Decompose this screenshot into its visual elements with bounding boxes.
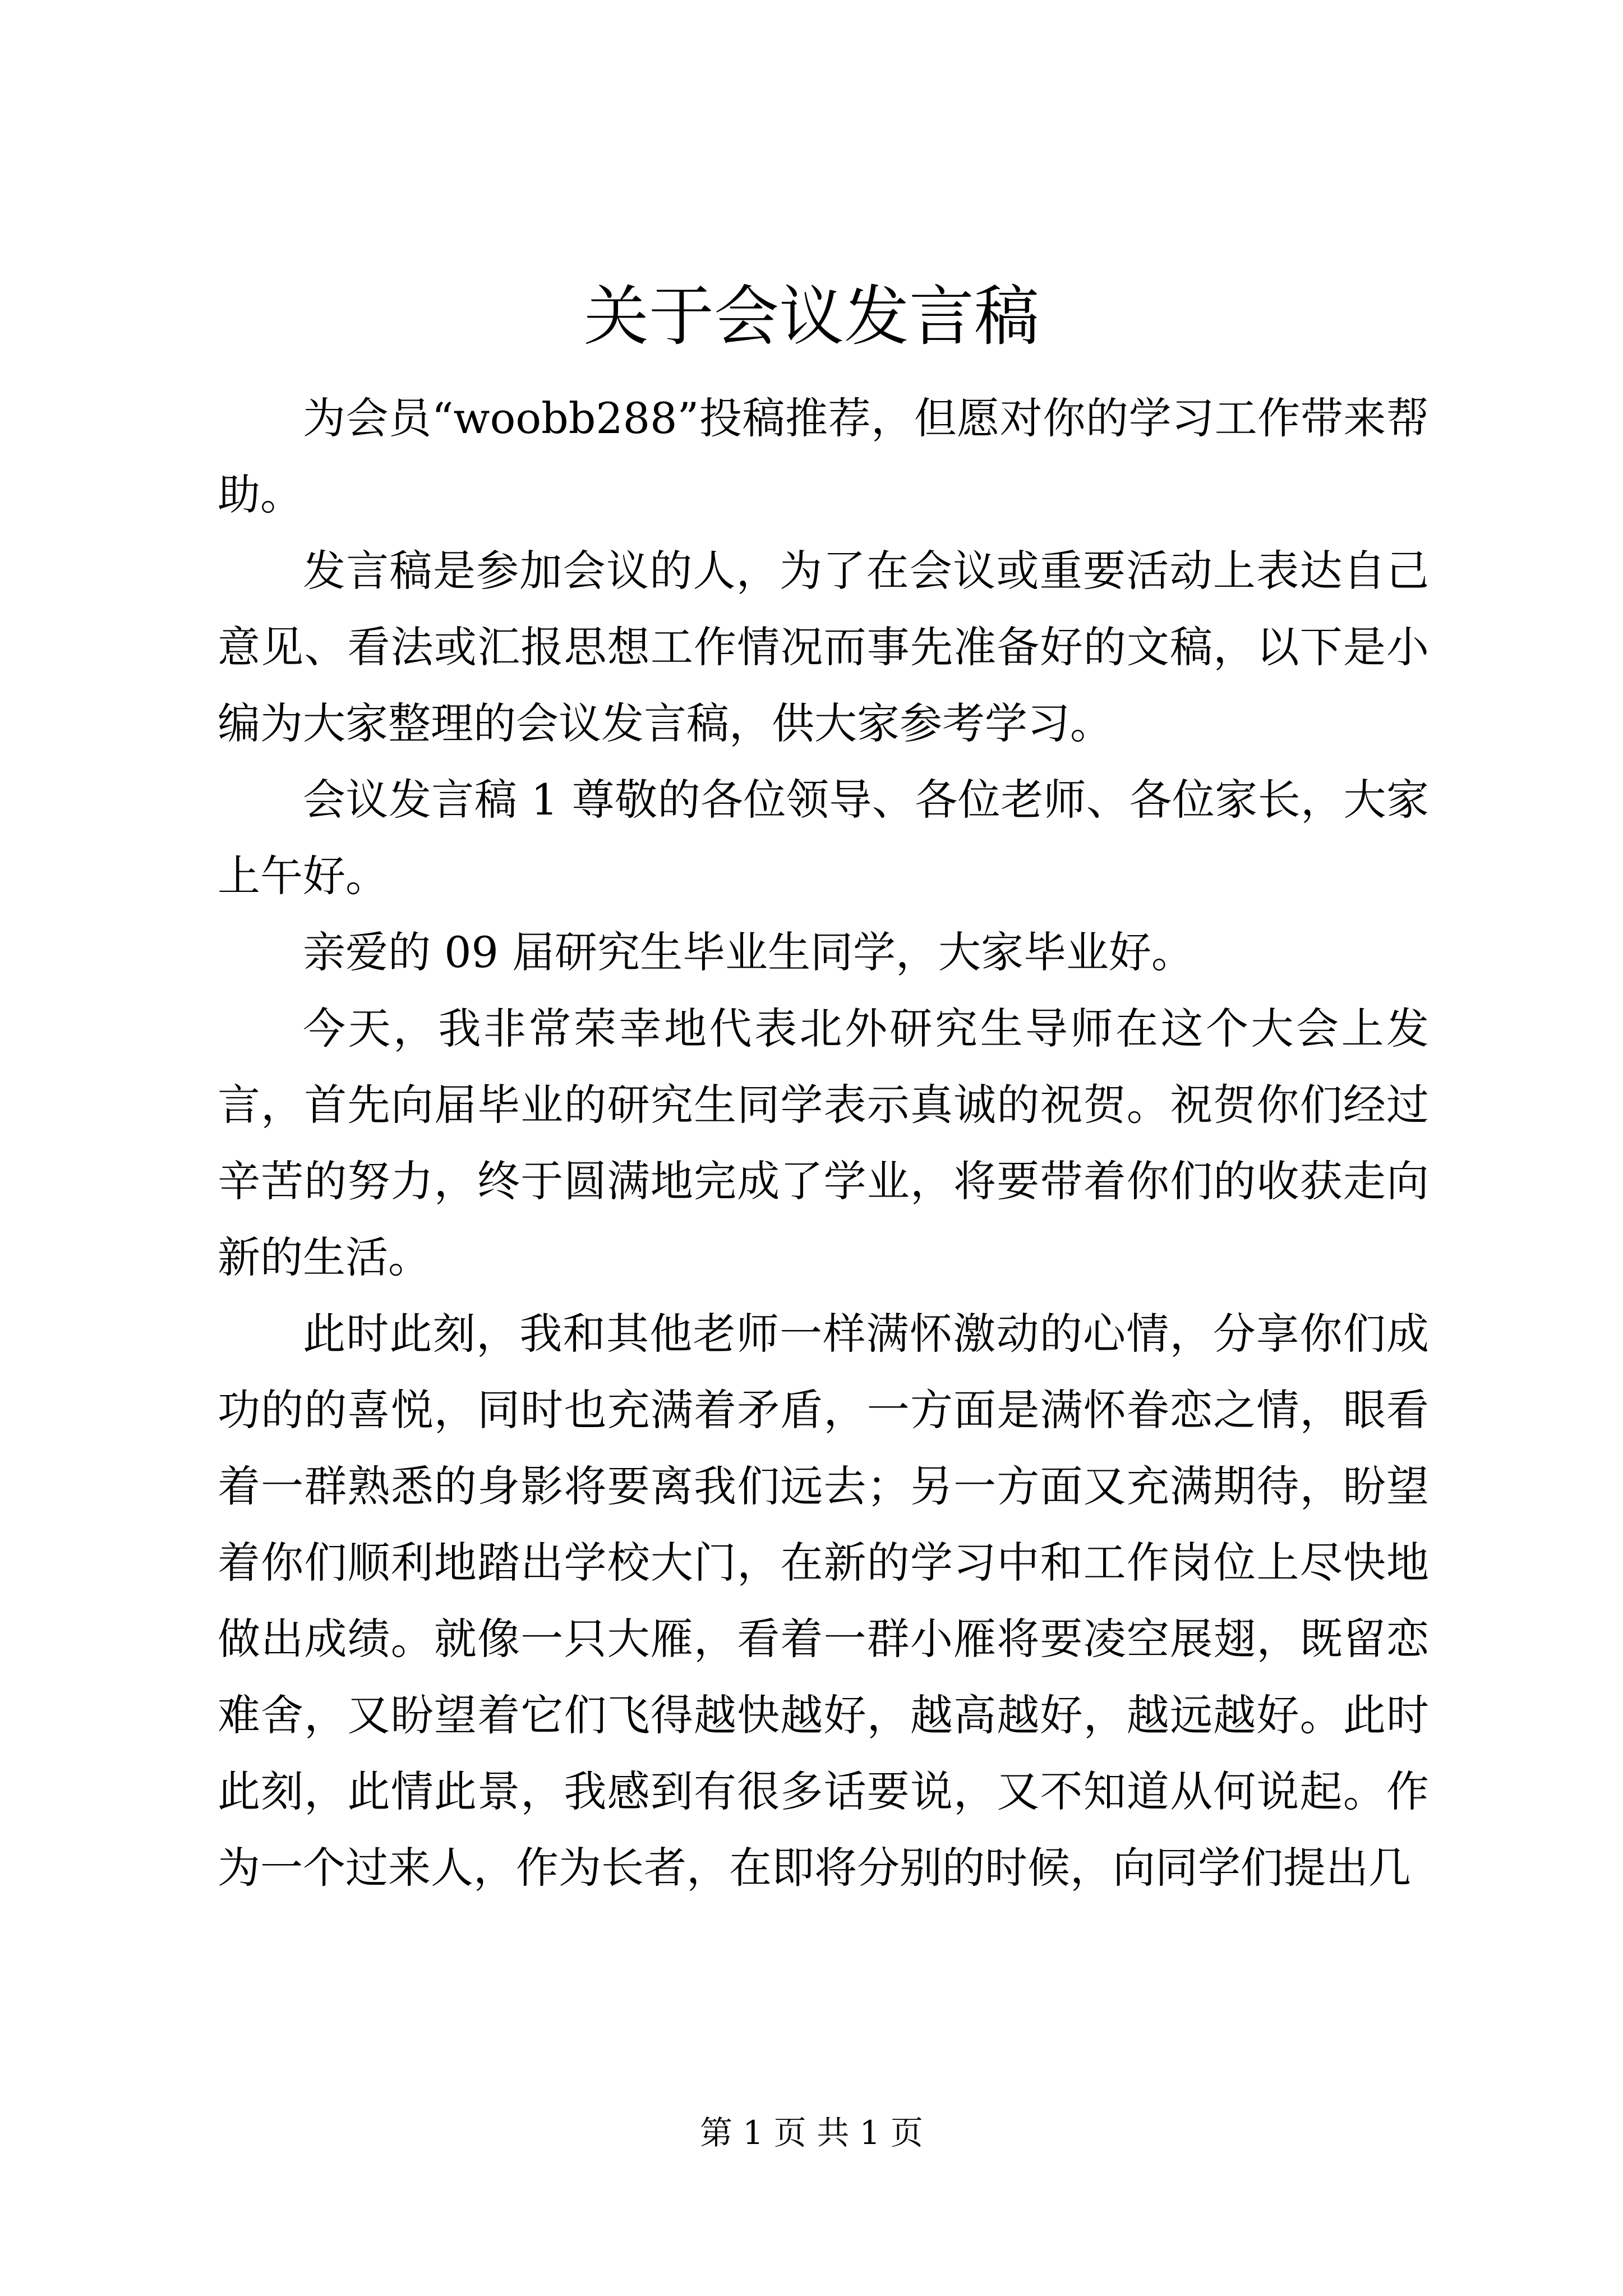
document-title: 关于会议发言稿 [584,279,1039,355]
paragraph-recommendation: 为会员“woobb288”投稿推荐，但愿对你的学习工作带来帮助。 [218,393,1429,519]
document-body [218,380,1429,1906]
paragraph-greeting: 会议发言稿 1 尊敬的各位领导、各位老师、各位家长，大家上午好。 [218,775,1429,901]
paragraph-reflection: 此时此刻，我和其他老师一样满怀激动的心情，分享你们成功的的喜悦，同时也充满着矛盾，一方面是满怀眷恋之情，眼看着一群熟悉的身影将要离我们远去；另一方面又充满期待，盼望着你们顺利地踏出学校大门，在新的学习中和工作岗位上尽快地做出成绩。就像一只大雁，看着一群小雁将要凌空展翅，既留恋难舍，又盼望着它们飞得越快越好，越高越好，越远越好。此时此刻，此情此景，我感到有很多话要说，又不知道从何说起。作为一个过来人，作为长者，在即将分别的时候，向同学们提出几 [218,1309,1429,1893]
page-number-footer: 第 1 页 共 1 页 [700,2114,923,2152]
paragraph-introduction: 发言稿是参加会议的人，为了在会议或重要活动上表达自己意见、看法或汇报思想工作情况而事先准备好的文稿，以下是小编为大家整理的会议发言稿，供大家参考学习。 [218,546,1429,748]
paragraph-graduates-greeting: 亲爱的 09 届研究生毕业生同学，大家毕业好。 [303,927,1195,977]
paragraph-congratulations: 今天，我非常荣幸地代表北外研究生导师在这个大会上发言，首先向届毕业的研究生同学表示真诚的祝贺。祝贺你们经过辛苦的努力，终于圆满地完成了学业，将要带着你们的收获走向新的生活。 [218,1004,1429,1282]
